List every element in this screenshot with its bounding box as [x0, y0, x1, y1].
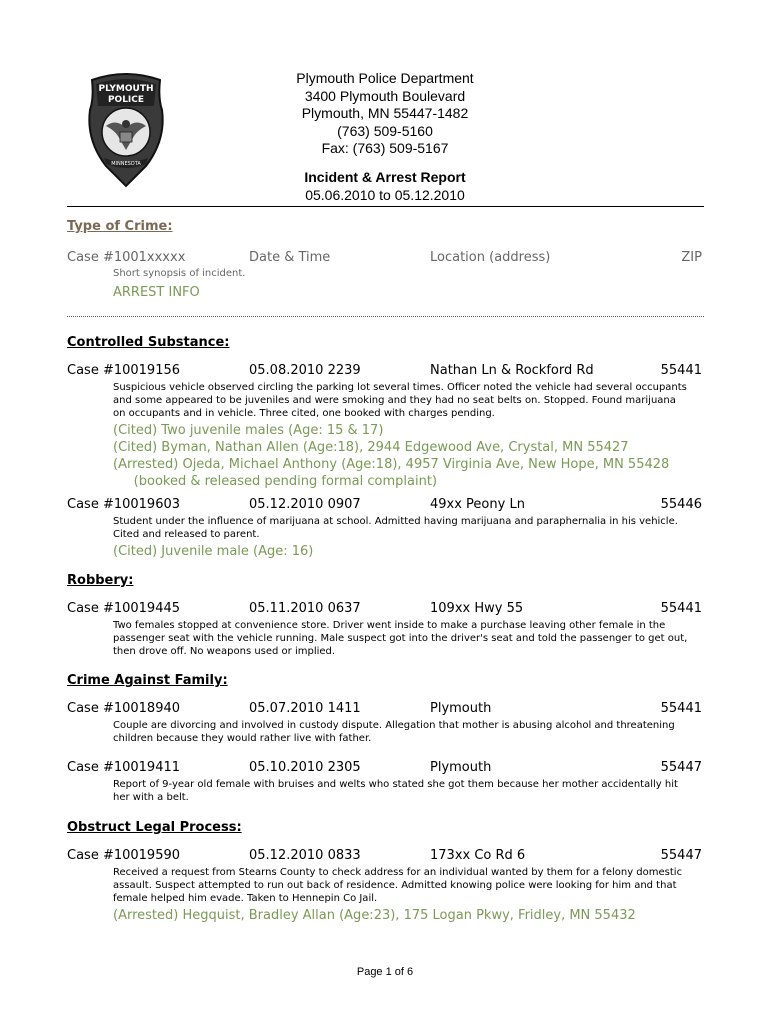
synopsis-line: Report of 9-year old female with bruises and welts who stated she got them because her mother accidentally hit: [113, 779, 678, 790]
badge-line1: PLYMOUTH: [98, 84, 154, 94]
case-datetime: 05.11.2010 0637: [249, 601, 361, 616]
department-city: Plymouth, MN 55447-1482: [301, 105, 469, 121]
header-divider: [67, 206, 704, 207]
case-synopsis: [113, 381, 703, 420]
arrest-info: (Cited) Two juvenile males (Age: 15 & 17): [113, 423, 384, 438]
case-synopsis: [113, 719, 703, 745]
case-row: [67, 363, 704, 381]
case-number: Case #10019156: [67, 363, 181, 378]
case-row: [67, 848, 704, 866]
department-fax: Fax: (763) 509-5167: [321, 140, 449, 156]
case-zip: 55446: [660, 497, 702, 512]
case-entry: [67, 363, 704, 490]
case-entry: [67, 848, 704, 924]
page-number: Page 1 of 6: [356, 966, 414, 978]
case-location: 49xx Peony Ln: [430, 497, 525, 512]
legend-heading: Type of Crime:: [67, 219, 173, 234]
synopsis-line: Two females stopped at convenience store. Driver went inside to make a purchase leaving other female in the: [113, 620, 666, 631]
case-number: Case #10019411: [67, 760, 181, 775]
synopsis-line: then drove off. No weapons used or implied.: [113, 646, 336, 657]
case-location: 173xx Co Rd 6: [430, 848, 526, 863]
case-zip: 55441: [660, 701, 702, 716]
arrest-info: (Arrested) Ojeda, Michael Anthony (Age:18), 4957 Virginia Ave, New Hope, MN 55428: [113, 457, 670, 472]
legend-arrest-info: ARREST INFO: [113, 285, 200, 300]
case-zip: 55441: [660, 601, 702, 616]
case-synopsis: [113, 778, 703, 804]
case-zip: 55447: [660, 848, 702, 863]
department-info: [240, 70, 530, 158]
case-entry: [67, 701, 704, 745]
case-datetime: 05.08.2010 2239: [249, 363, 361, 378]
case-synopsis: [113, 515, 703, 541]
badge-state: MINNESOTA: [111, 161, 141, 167]
synopsis-line: passenger seat with the vehicle running. Male suspect got into the driver's seat and told the passenger to get out,: [113, 633, 688, 644]
badge-line2: POLICE: [107, 95, 145, 105]
police-badge-icon: [86, 70, 166, 188]
section-heading: Robbery:: [67, 573, 134, 588]
synopsis-line: on occupants and in vehicle. Three cited, one booked with charges pending.: [113, 408, 495, 419]
arrest-info: (Cited) Byman, Nathan Allen (Age:18), 2944 Edgewood Ave, Crystal, MN 55427: [113, 440, 629, 455]
synopsis-line: Student under the influence of marijuana at school. Admitted having marijuana and paraphernalia in his vehicle.: [113, 516, 678, 527]
case-location: Nathan Ln & Rockford Rd: [430, 363, 594, 378]
synopsis-line: female helped him evade. Taken to Hennepin Co Jail.: [113, 893, 378, 904]
synopsis-line: Suspicious vehicle observed circling the parking lot several times. Officer noted the vehicle had several occupants: [113, 382, 687, 393]
report-title-block: [240, 168, 530, 204]
case-synopsis: [113, 619, 703, 658]
case-datetime: 05.10.2010 2305: [249, 760, 361, 775]
case-row: [67, 701, 704, 719]
synopsis-line: Cited and released to parent.: [113, 529, 260, 540]
legend-location: Location (address): [430, 250, 551, 265]
department-phone: (763) 509-5160: [337, 122, 433, 139]
legend-case: Case #1001xxxxx: [67, 250, 186, 265]
case-synopsis: [113, 866, 703, 905]
case-row: [67, 601, 704, 619]
legend-columns: [67, 250, 704, 268]
synopsis-line: her with a belt.: [113, 792, 189, 803]
case-row: [67, 760, 704, 778]
legend-zip: ZIP: [681, 250, 702, 265]
department-name: Plymouth Police Department: [296, 70, 474, 86]
case-number: Case #10018940: [67, 701, 181, 716]
arrest-info: (booked & released pending formal complaint): [113, 474, 438, 489]
report-date-range: 05.06.2010 to 05.12.2010: [305, 187, 465, 203]
case-row: [67, 497, 704, 515]
case-zip: 55447: [660, 760, 702, 775]
case-location: 109xx Hwy 55: [430, 601, 524, 616]
case-entry: [67, 760, 704, 804]
arrest-info: (Cited) Juvenile male (Age: 16): [113, 544, 314, 559]
department-street: 3400 Plymouth Boulevard: [304, 87, 466, 104]
legend-synopsis: Short synopsis of incident.: [113, 268, 246, 279]
section-heading: Obstruct Legal Process:: [67, 820, 242, 835]
case-zip: 55441: [660, 363, 702, 378]
legend-datetime: Date & Time: [249, 250, 331, 265]
case-location: Plymouth: [430, 760, 492, 775]
case-datetime: 05.12.2010 0907: [249, 497, 361, 512]
case-number: Case #10019603: [67, 497, 181, 512]
legend-divider: [67, 316, 704, 317]
case-datetime: 05.07.2010 1411: [249, 701, 361, 716]
case-location: Plymouth: [430, 701, 492, 716]
section-heading: Controlled Substance:: [67, 335, 230, 350]
report-title: Incident & Arrest Report: [304, 169, 466, 185]
case-number: Case #10019590: [67, 848, 181, 863]
case-datetime: 05.12.2010 0833: [249, 848, 361, 863]
synopsis-line: Couple are divorcing and involved in custody dispute. Allegation that mother is abusing alcohol and threatening: [113, 720, 675, 731]
synopsis-line: and some appeared to be juveniles and were smoking and they had no seat belts on. Stopped. Found marijuana: [113, 395, 676, 406]
synopsis-line: Received a request from Stearns County to check address for an individual wanted by them for a felony domestic: [113, 867, 683, 878]
synopsis-line: children because they would rather live with father.: [113, 733, 372, 744]
case-entry: [67, 601, 704, 658]
synopsis-line: assault. Suspect attempted to run out back of residence. Admitted knowing police were looking for him and that: [113, 880, 677, 891]
arrest-info: (Arrested) Hegquist, Bradley Allan (Age:23), 175 Logan Pkwy, Fridley, MN 55432: [113, 908, 636, 923]
case-entry: [67, 497, 704, 560]
section-heading: Crime Against Family:: [67, 673, 228, 688]
case-number: Case #10019445: [67, 601, 181, 616]
